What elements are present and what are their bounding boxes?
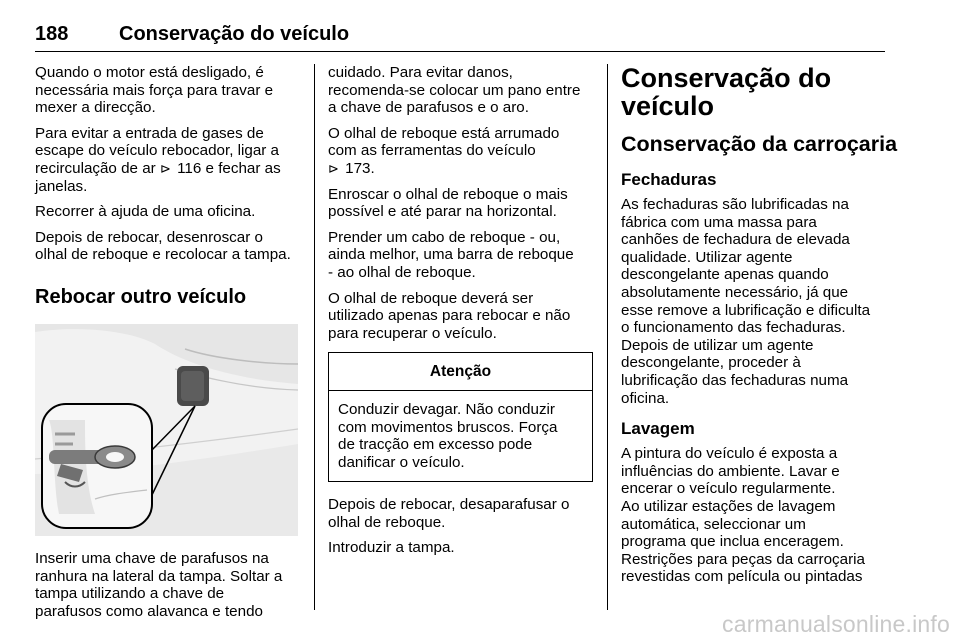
watermark-text: carmanualsonline.info	[722, 611, 950, 637]
paragraph: Inserir uma chave de parafusos na ranhura na lateral da tampa. Soltar a tampa utilizando a chave de parafusos como alavanca e tendo	[35, 549, 283, 620]
cross-reference-link[interactable]: 116 e fechar as	[177, 159, 281, 177]
page-header	[35, 23, 885, 52]
towing-eye-cover-illustration	[35, 324, 298, 536]
paragraph: Para evitar a entrada de gases de escape do veículo rebocador, ligar a recirculação de ar ⊳ 116 e fechar as janelas.	[35, 124, 281, 195]
paragraph: O olhal de reboque deverá ser utilizado apenas para rebocar e não para recuperar o veículo.	[328, 289, 571, 342]
caution-notice-box	[328, 352, 593, 482]
cross-reference-arrow-icon[interactable]: ⊳	[159, 160, 171, 176]
column-right	[621, 63, 898, 594]
subsection-heading-locks: Fechaduras	[621, 170, 717, 189]
paragraph: As fechaduras são lubrificadas na fábrica com uma massa para canhões de fechadura de elevada qualidade. Utilizar agente descongelante apenas quando absolutamente necessário, já que esse remove a lubrificação e dificulta o funcionamento das fechaduras. Depois de utilizar um agente descongelante, proceder à lubrificação das fechaduras numa oficina.	[621, 196, 871, 407]
column-left	[35, 64, 303, 628]
paragraph: Introduzir a tampa.	[328, 539, 455, 557]
running-title: Conservação do veículo	[119, 23, 350, 45]
column-divider	[607, 64, 608, 610]
section-heading: Rebocar outro veículo	[35, 285, 247, 308]
paragraph: Prender um cabo de reboque - ou, ainda melhor, uma barra de reboque - ao olhal de reboque.	[328, 228, 574, 281]
column-middle	[328, 64, 593, 565]
paragraph: Quando o motor está desligado, é necessária mais força para travar e mexer a direcção.	[35, 64, 274, 117]
subsection-heading-washing: Lavagem	[621, 419, 695, 439]
cross-reference-link[interactable]: 173.	[345, 159, 375, 177]
paragraph: Depois de rebocar, desenroscar o olhal de reboque e recolocar a tampa.	[35, 228, 291, 264]
paragraph: cuidado. Para evitar danos, recomenda-se colocar um pano entre a chave de parafusos e o aro.	[328, 64, 581, 117]
caution-notice-body: Conduzir devagar. Não conduzir com movimentos bruscos. Força de tracção em excesso pode danificar o veículo.	[338, 400, 558, 471]
column-divider	[314, 64, 315, 610]
section-heading: Conservação da carroçaria	[621, 132, 898, 156]
paragraph: Depois de rebocar, desaparafusar o olhal de reboque.	[328, 496, 570, 531]
paragraph: Enroscar o olhal de reboque o mais possível e até parar na horizontal.	[328, 185, 568, 221]
page-number: 188	[35, 23, 69, 45]
paragraph: O olhal de reboque está arrumado com as ferramentas do veículo ⊳ 173.	[328, 124, 560, 177]
paragraph: Recorrer à ajuda de uma oficina.	[35, 203, 256, 221]
chapter-heading: Conservação do veículo	[621, 63, 832, 121]
cross-reference-arrow-icon[interactable]: ⊳	[328, 160, 339, 176]
caution-notice-title: Atenção	[329, 353, 592, 391]
paragraph: A pintura do veículo é exposta a influências do ambiente. Lavar e encerar o veículo regularmente. Ao utilizar estações de lavagem automática, seleccionar um programa que inclua enceragem. Restrições para peças da carroçaria revestidas com película ou pintadas	[621, 445, 865, 586]
